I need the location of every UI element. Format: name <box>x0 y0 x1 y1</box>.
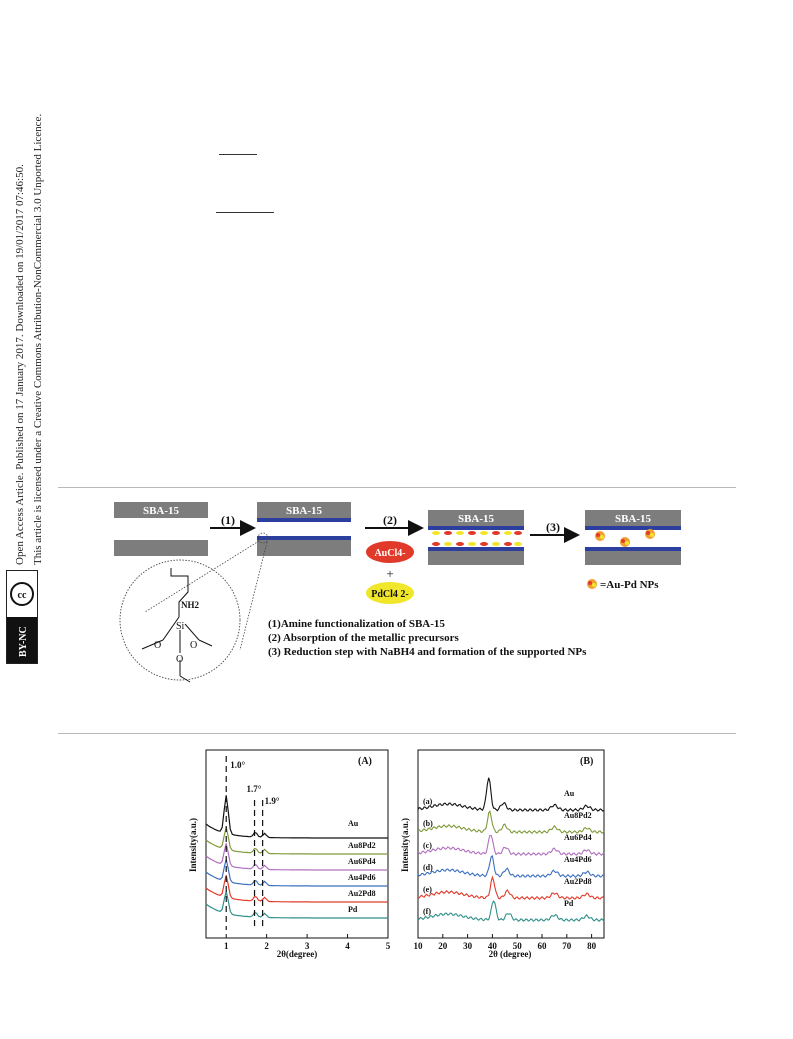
chart-a-annotation-2: 1.7° <box>246 784 262 794</box>
slab-label-1: SBA-15 <box>142 505 180 517</box>
chart-a-series-label: Au6Pd4 <box>348 857 376 866</box>
chart-a <box>186 742 396 962</box>
au-precursor-label: AuCl4- <box>374 548 406 559</box>
plus-sign: + <box>386 566 394 581</box>
chart-b-series-label: Au6Pd4 <box>564 833 592 842</box>
amine-layer-bottom-4 <box>585 547 681 551</box>
slab-label-3: SBA-15 <box>457 513 495 525</box>
chart-b-tick-label: 20 <box>438 941 448 951</box>
chart-a-tick-label: 2 <box>264 941 269 951</box>
chart-a-series-label: Au4Pd6 <box>348 873 376 882</box>
chart-b-xlabel: 2θ (degree) <box>488 949 532 959</box>
chart-b-tick-label: 80 <box>587 941 597 951</box>
np-legend-icon <box>587 579 597 589</box>
chart-a-series-label: Au8Pd2 <box>348 841 376 850</box>
chart-b-tick-label: 40 <box>487 941 497 951</box>
step-3-label: (3) <box>546 520 560 534</box>
oxygen-label-3: O <box>176 654 184 665</box>
chart-b-tick-label: 30 <box>463 941 473 951</box>
scheme-panel-2 <box>257 502 351 556</box>
chart-b-series-tag: (d) <box>423 863 433 872</box>
legend-step-2: (2) Absorption of the metallic precursors <box>268 632 459 644</box>
amine-layer-top-4 <box>585 526 681 530</box>
chart-a-xlabel: 2θ(degree) <box>276 949 318 959</box>
amine-layer-bottom-2 <box>257 536 351 540</box>
slab-label-2: SBA-15 <box>285 505 323 517</box>
chart-b-series-label: Pd <box>564 899 574 908</box>
legend-step-3: (3) Reduction step with NaBH4 and formation of the supported NPs <box>268 646 587 658</box>
step-2-label: (2) <box>383 513 397 527</box>
au-pd-nanoparticles <box>595 529 655 547</box>
chart-b-series-label: Au <box>564 789 575 798</box>
oxygen-label-1: O <box>154 640 162 651</box>
license-line: This article is licensed under a Creative Commons Attribution-NonCommercial 3.0 Unported Licence. <box>32 113 44 565</box>
pd-precursor-label: PdCl4 2- <box>371 589 409 600</box>
silicon-label: Si <box>176 621 185 632</box>
amine-group-label: NH2 <box>181 600 199 610</box>
scheme-panel-1 <box>114 502 208 556</box>
slab-bottom-3 <box>428 551 524 565</box>
slab-label-4: SBA-15 <box>614 513 652 525</box>
chart-a-tick-label: 1 <box>223 941 229 951</box>
chart-b <box>396 742 614 962</box>
svg-text:BY-NC: BY-NC <box>18 626 29 657</box>
np-legend-label: =Au-Pd NPs <box>600 579 659 591</box>
chart-b-series-tag: (f) <box>423 907 431 916</box>
oxygen-label-2: O <box>190 640 198 651</box>
chart-b-tick-label: 70 <box>562 941 572 951</box>
chart-b-series-tag: (c) <box>423 841 432 850</box>
chart-b-series-label: Au4Pd6 <box>564 855 592 864</box>
slab-bottom-4 <box>585 551 681 565</box>
scheme-panel-4 <box>585 510 681 565</box>
synthesis-scheme <box>0 490 793 730</box>
chart-b-series-tag: (a) <box>423 797 433 806</box>
chart-b-ylabel: Intensity(a.u.) <box>400 817 410 872</box>
legend-step-1: (1)Amine functionalization of SBA-15 <box>268 618 445 630</box>
scheme-panel-3 <box>428 510 524 565</box>
amine-layer-top-2 <box>257 518 351 522</box>
chart-a-annotation-3: 1.9° <box>264 796 280 806</box>
chart-a-series-label: Au <box>348 819 359 828</box>
chart-a-tick-label: 5 <box>385 941 391 951</box>
chart-b-tick-label: 60 <box>537 941 547 951</box>
chart-a-title: (A) <box>358 756 372 767</box>
chart-b-tick-label: 10 <box>413 941 423 951</box>
adsorbed-precursors-top <box>432 531 522 535</box>
chart-b-frame <box>418 750 604 938</box>
section-rule-top <box>58 487 736 488</box>
footnote-rule-1 <box>219 154 257 155</box>
chart-a-annotation-1: 1.0° <box>230 760 246 770</box>
footnote-rule-2 <box>216 212 274 213</box>
slab-bottom-1 <box>114 540 208 556</box>
zoom-line-right <box>240 542 267 650</box>
chart-b-title: (B) <box>580 756 594 767</box>
adsorbed-precursors-bottom <box>432 542 522 546</box>
chart-b-series-label: Au8Pd2 <box>564 811 592 820</box>
section-rule-middle <box>58 733 736 734</box>
chart-b-tick-label: 50 <box>512 941 522 951</box>
cc-text: cc <box>17 590 27 601</box>
chart-a-ylabel: Intensity(a.u.) <box>188 817 198 872</box>
chart-a-series-label: Au2Pd8 <box>348 889 376 898</box>
chart-a-tick-label: 3 <box>304 941 310 951</box>
open-access-line: Open Access Article. Published on 17 January 2017. Downloaded on 19/01/2017 07:46:50. <box>14 164 26 565</box>
chart-a-tick-label: 4 <box>345 941 350 951</box>
chart-a-series-label: Pd <box>348 905 358 914</box>
chart-b-series-tag: (b) <box>423 819 433 828</box>
chart-b-series-label: Au2Pd8 <box>564 877 592 886</box>
step-1-label: (1) <box>221 513 235 527</box>
chart-b-series-tag: (e) <box>423 885 432 894</box>
slab-bottom-2 <box>257 540 351 556</box>
amine-layer-top-3 <box>428 526 524 530</box>
amine-layer-bottom-3 <box>428 547 524 551</box>
